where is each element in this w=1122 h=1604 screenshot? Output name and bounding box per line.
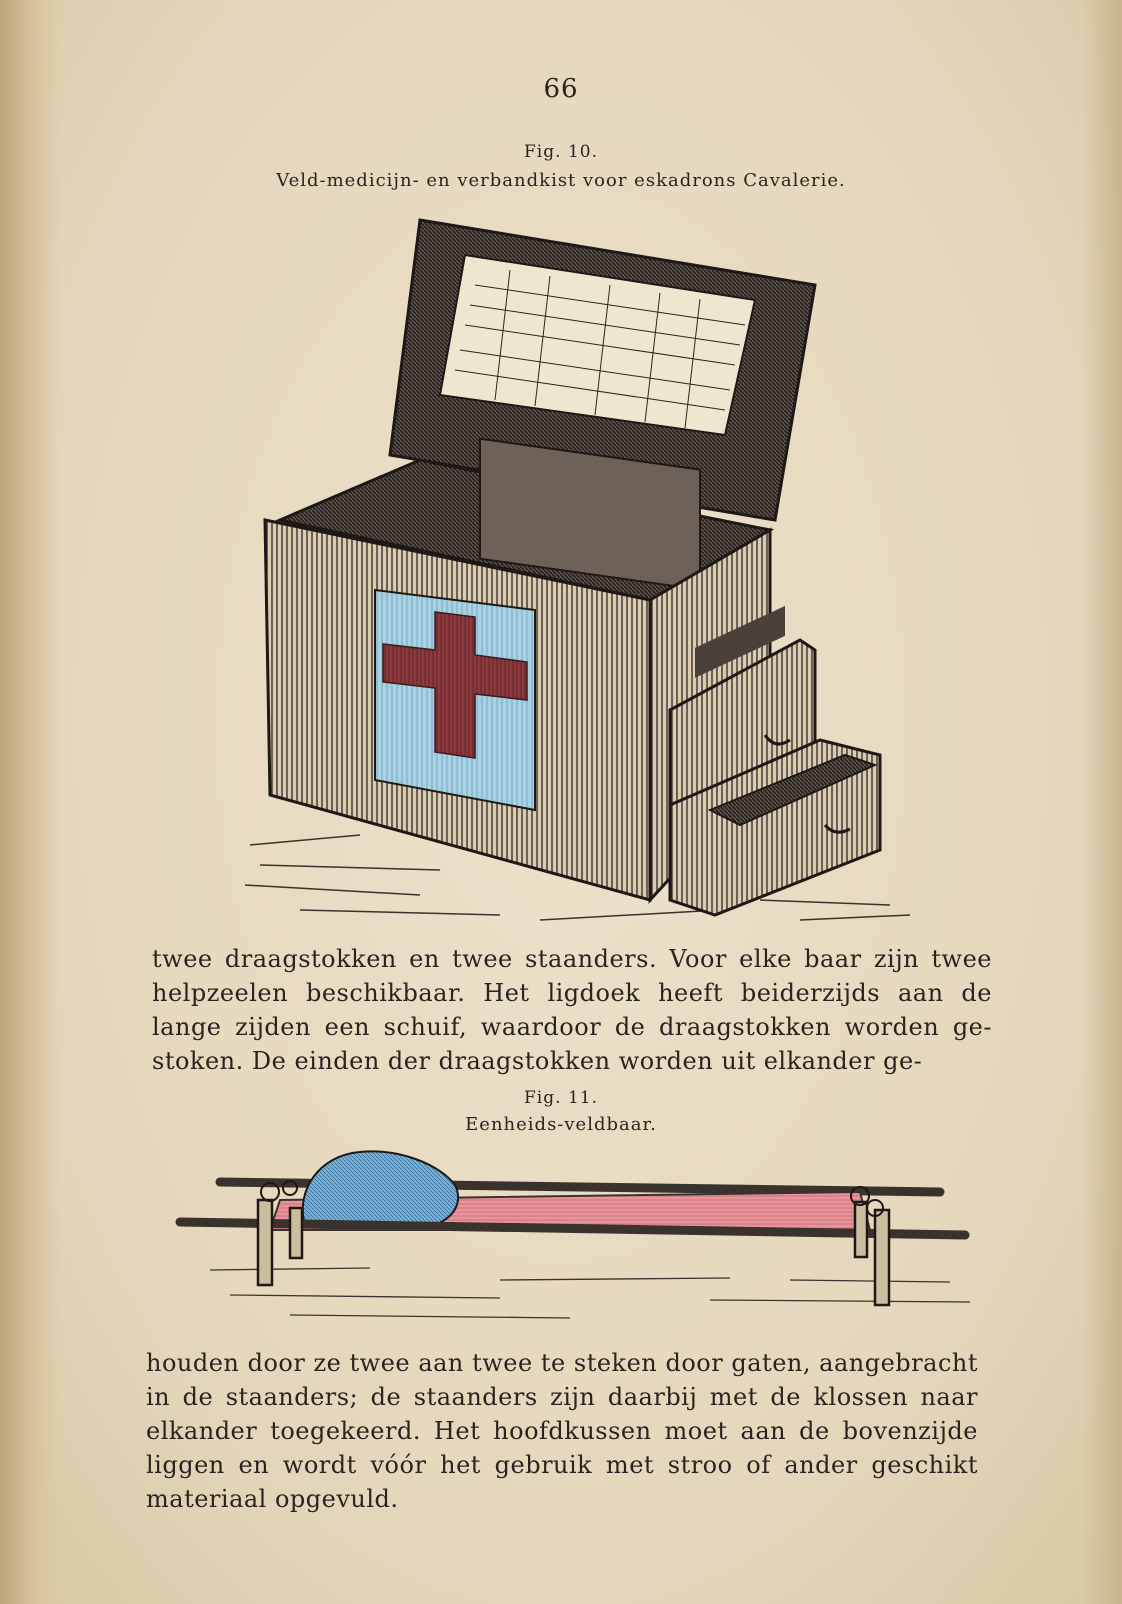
pillow	[303, 1151, 458, 1228]
figure-10-caption: Veld-medicijn- en verbandkist voor eskadrons Cavalerie.	[276, 170, 846, 191]
figure-10-label: Fig. 10.	[524, 142, 598, 162]
page-edge-shadow-right	[1082, 0, 1122, 1604]
page-edge-shadow-left	[0, 0, 60, 1604]
paragraph-2-text: houden door ze twee aan twee te steken door gaten, aangebracht in de staanders; de staanders zijn daarbij met de klossen naar elkander toegekeerd. Het hoofdkussen moet aan de bovenzijde liggen en wordt vóór het gebruik met stroo of ander geschikt materiaal opgevuld.	[146, 1349, 978, 1513]
paragraph-1-text: twee draagstokken en twee staanders. Voor elke baar zijn twee helpzeelen beschikbaar. Het ligdoek heeft beiderzijds aan de lange zijden een schuif, waardoor de draagstokken worden ge-stoken. De einden der draagstokken worden uit elkander ge-	[152, 945, 992, 1075]
medicine-chest-illustration	[240, 210, 920, 940]
stretcher-illustration	[170, 1130, 990, 1340]
paragraph-1	[152, 942, 992, 1078]
figure-11-label: Fig. 11.	[524, 1088, 598, 1108]
paragraph-2	[146, 1346, 978, 1516]
figure-11-caption: Eenheids-veldbaar.	[465, 1114, 657, 1135]
stretcher-ground-lines	[210, 1268, 970, 1318]
page-number: 66	[543, 74, 579, 104]
